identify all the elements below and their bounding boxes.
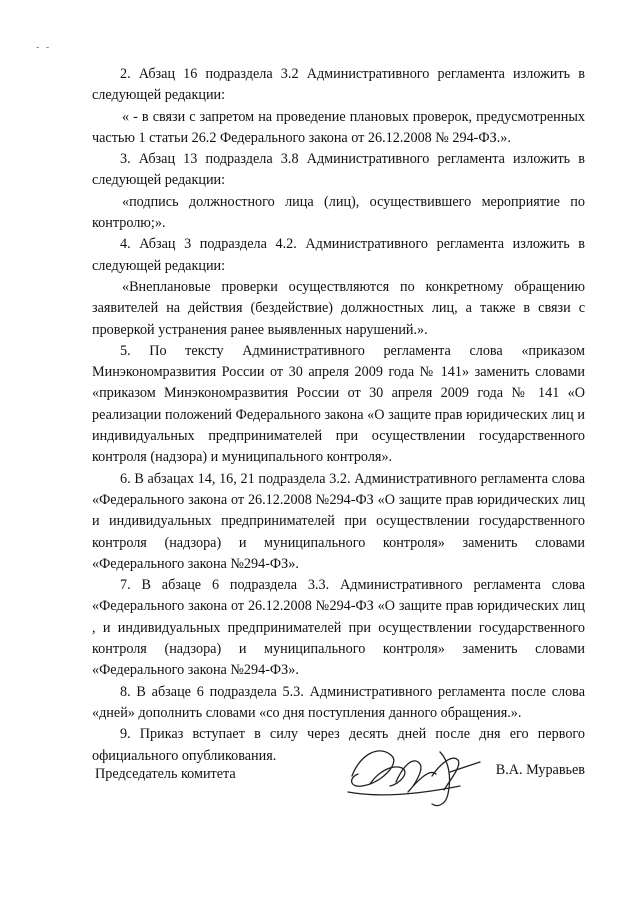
paragraph-3: 3. Абзац 13 подраздела 3.8 Административного регламента изложить в следующей редакции: — [92, 151, 585, 189]
paragraph-3-quote: «подпись должностного лица (лиц), осуществившего мероприятие по контролю;». — [92, 193, 585, 232]
paragraph-2: 2. Абзац 16 подраздела 3.2 Административного регламента изложить в следующей редакции: — [92, 66, 585, 104]
signature-block — [95, 762, 585, 822]
paragraph-6: 6. В абзацах 14, 16, 21 подраздела 3.2. Административного регламента слова «Федерального закона от 26.12.2008 №294-ФЗ «О защите прав юридических лиц и индивидуальных предпринимателей при осуществлении государственного контроля (надзора) и муниципального контроля» заменить словами «Федерального закона №294-ФЗ». — [92, 470, 585, 572]
handwritten-signature — [340, 734, 490, 814]
paragraph-5: 5. По тексту Административного регламента слова «приказом Минэкономразвития России от 30 апреля 2009 года № 141» заменить словами «приказом Минэкономразвития России от 30 апреля 2009 года № 141 «О реализации положений Федерального закона «О защите прав юридических лиц и индивидуальных предпринимателей при осуществлении государственного контроля (надзора) и муниципального контроля». — [92, 342, 585, 466]
paragraph-8: 8. В абзаце 6 подраздела 5.3. Административного регламента после слова «дней» дополнить словами «со дня поступления данного обращения.». — [92, 683, 585, 721]
document-body — [92, 64, 585, 767]
paragraph-4-quote: «Внеплановые проверки осуществляются по конкретному обращению заявителей на действия (бездействие) должностных лиц, а также в связи с проверкой устранения ранее выявленных нарушений.». — [92, 278, 585, 338]
paragraph-9: 9. Приказ вступает в силу через десять дней после дня его первого официального опубликования. — [92, 726, 585, 764]
paragraph-4: 4. Абзац 3 подраздела 4.2. Административного регламента изложить в следующей редакции: — [92, 236, 585, 274]
paragraph-2-quote: « - в связи с запретом на проведение плановых проверок, предусмотренных частью 1 статьи 26.2 Федерального закона от 26.12.2008 № 294-ФЗ.». — [92, 108, 585, 146]
signatory-name: В.А. Муравьев — [495, 762, 585, 778]
corner-mark: - - — [36, 42, 52, 53]
signatory-position: Председатель комитета — [95, 766, 236, 782]
paragraph-7: 7. В абзаце 6 подраздела 3.3. Административного регламента слова «Федерального закона от 26.12.2008 №294-ФЗ «О защите прав юридических лиц , и индивидуальных предпринимателей при осуществлении государственного контроля (надзора) и муниципального контроля» заменить словами «Федерального закона №294-ФЗ». — [92, 577, 585, 679]
